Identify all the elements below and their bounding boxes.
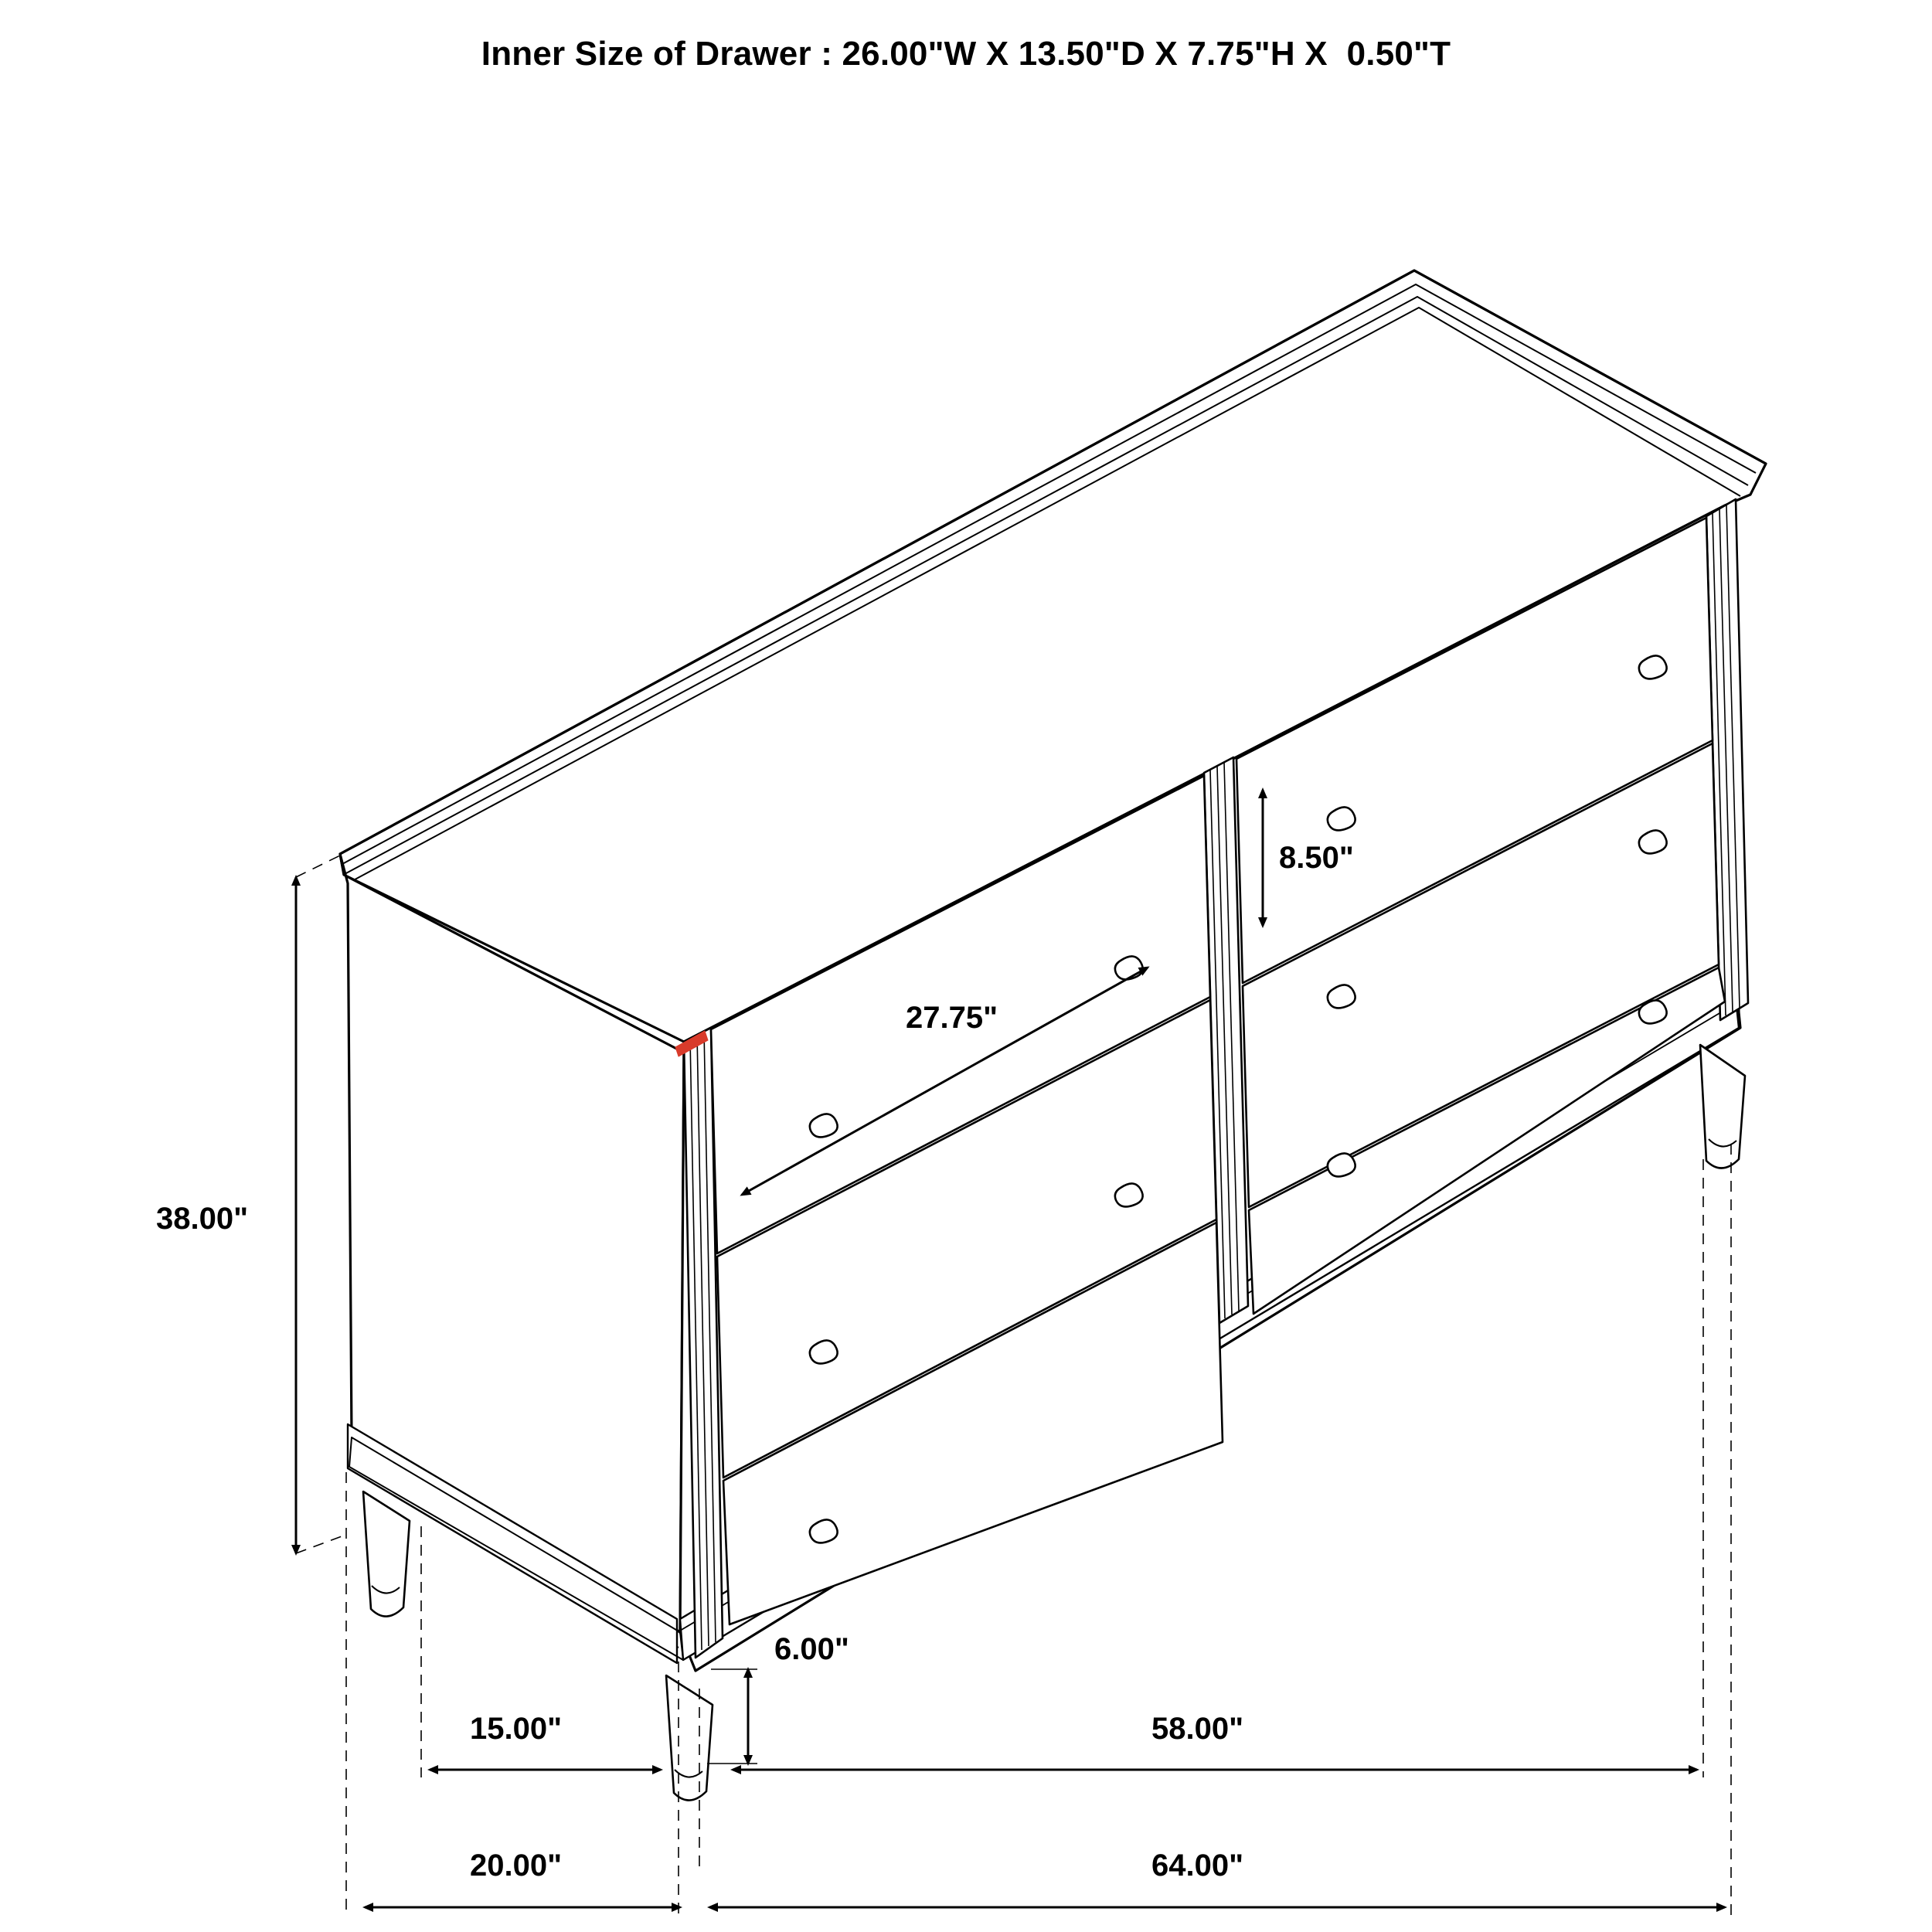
leg-back-left	[363, 1492, 410, 1617]
dim-label-base-left: 20.00"	[470, 1849, 563, 1883]
dim-label-leg-height: 6.00"	[774, 1632, 849, 1666]
dim-label-overall-height: 38.00"	[156, 1202, 249, 1236]
dim-label-drawer-inner-width: 27.75"	[906, 1001, 998, 1035]
dresser-body	[340, 270, 1766, 1801]
dim-label-leg-inset: 15.00"	[470, 1712, 563, 1746]
page-title: Inner Size of Drawer : 26.00"W X 13.50"D X 7.75"H X 0.50"T	[481, 35, 1451, 73]
dim-label-overall-width: 64.00"	[1151, 1849, 1244, 1883]
dim-label-case-width: 58.00"	[1151, 1712, 1244, 1746]
leg-back-right	[1700, 1045, 1745, 1168]
leg-front-left	[666, 1675, 713, 1801]
dim-label-drawer-inner-height: 8.50"	[1279, 841, 1354, 875]
